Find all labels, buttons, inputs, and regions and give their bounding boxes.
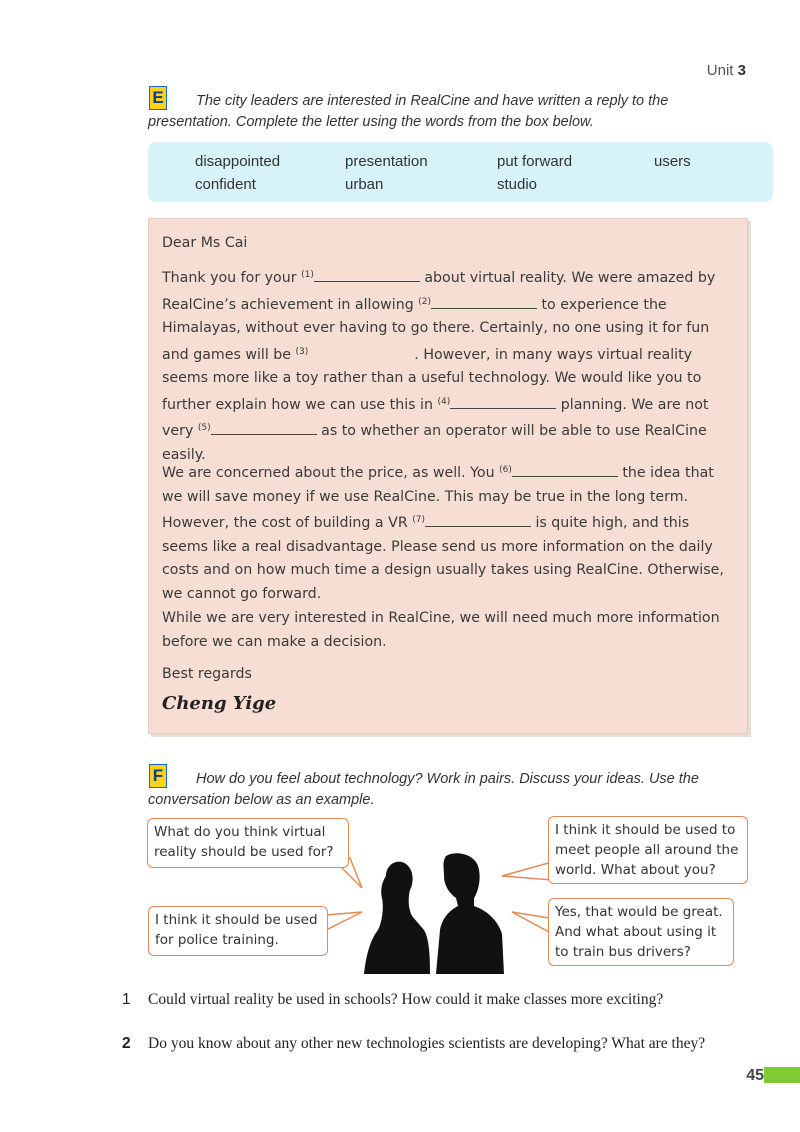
letter-paragraph-1: Thank you for your $^{(1)}$ about virtual reality. We were amazed by RealCine’s achievement in allowing $^{(2)}$ to experience the Himalayas, without ever having to go there. Certainly, no one using it for fun and games will be $^{(3)}$ . However, in many ways virtual reality seems more like a toy rather than a useful technology. We would like you to further explain how we can use this in $^{(4)}$ planning. We are not very $^{(5)}$ as to whether an operator will be able to use RealCine easily. <box>162 264 733 467</box>
people-silhouette-image <box>364 852 504 974</box>
page-number: 45 <box>746 1067 764 1084</box>
word-item: urban <box>345 176 384 193</box>
section-e-instruction-2: presentation. Complete the letter using the words from the box below. <box>148 114 594 130</box>
section-f-instruction-1: How do you feel about technology? Work in pairs. Discuss your ideas. Use the <box>196 771 699 787</box>
speech-bubble-1: What do you think virtual reality should be used for? <box>147 818 349 868</box>
word-item: confident <box>195 176 256 193</box>
section-f-badge: F <box>149 764 167 788</box>
question-number: 2 <box>122 1035 131 1052</box>
speech-bubble-2: I think it should be used to meet people all around the world. What about you? <box>548 816 748 884</box>
letter-greeting: Dear Ms Cai <box>162 235 248 251</box>
word-item: presentation <box>345 153 428 170</box>
letter-closing: Best regards <box>162 666 252 682</box>
section-f-instruction-2: conversation below as an example. <box>148 792 375 808</box>
speech-bubble-4: Yes, that would be great. And what about using it to train bus drivers? <box>548 898 734 966</box>
question-number: 1 <box>122 991 131 1008</box>
word-item: put forward <box>497 153 573 170</box>
section-e-instruction-1: The city leaders are interested in RealCine and have written a reply to the <box>196 93 669 109</box>
unit-label: Unit 3 <box>706 62 746 79</box>
speech-bubble-3: I think it should be used for police training. <box>148 906 328 956</box>
question-2: 2 Do you know about any other new technologies scientists are developing? What are they? <box>122 1035 706 1052</box>
question-1: 1 Could virtual reality be used in schools? How could it make classes more exciting? <box>122 991 664 1008</box>
letter-signature: Cheng Yige <box>162 693 277 714</box>
letter-paragraph-2: We are concerned about the price, as well. You $^{(6)}$ the idea that we will save money if we use RealCine. This may be true in the long term. However, the cost of building a VR $^{(7)}$ is quite high, and this seems like a real disadvantage. Please send us more information on the daily costs and on how much time a design usually takes using RealCine. Otherwise, we cannot go forward. <box>162 459 733 606</box>
word-item: disappointed <box>195 153 281 170</box>
page-accent-bar <box>764 1067 800 1083</box>
letter-paragraph-3: While we are very interested in RealCine, we will need much more information before we can make a decision. <box>162 610 720 650</box>
word-item: studio <box>497 176 538 193</box>
section-e-badge: E <box>149 86 167 110</box>
word-item: users <box>654 153 691 170</box>
